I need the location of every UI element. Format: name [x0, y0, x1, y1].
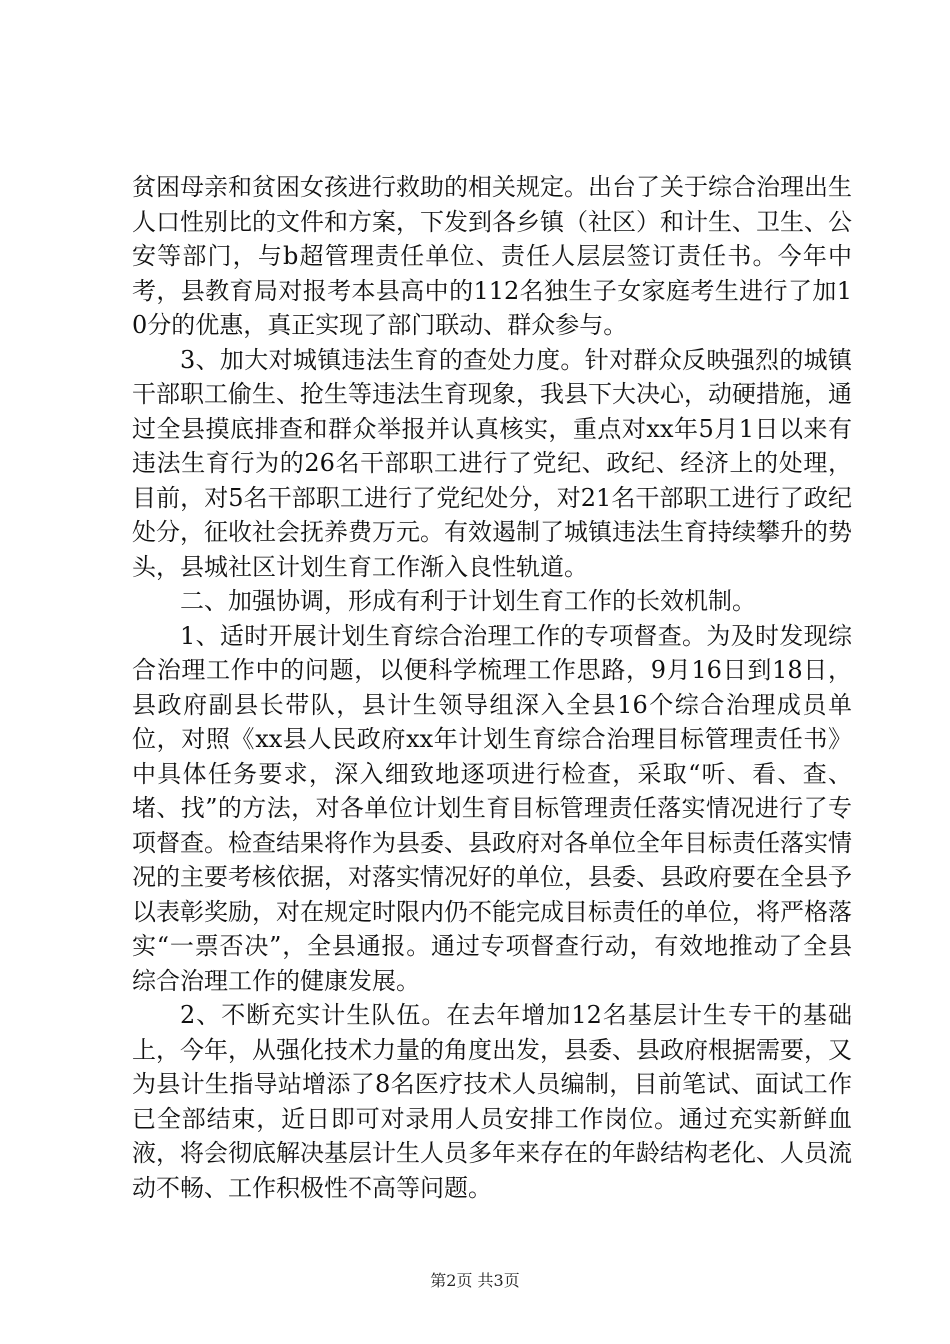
paragraph-2: 3、加大对城镇违法生育的查处力度。针对群众反映强烈的城镇干部职工偷生、抢生等违法生育现象，我县下大决心，动硬措施，通过全县摸底排查和群众举报并认真核实，重点对xx年5月1日以来有违法生育行为的26名干部职工进行了党纪、政纪、经济上的处理，目前，对5名干部职工进行了党纪处分，对21名干部职工进行了政纪处分，征收社会抚养费万元。有效遏制了城镇违法生育持续攀升的势头，县城社区计划生育工作渐入良性轨道。: [132, 345, 852, 581]
paragraph-3: 1、适时开展计划生育综合治理工作的专项督查。为及时发现综合治理工作中的问题，以便科学梳理工作思路，9月16日到18日，县政府副县长带队，县计生领导组深入全县16个综合治理成员单位，对照《xx县人民政府xx年计划生育综合治理目标管理责任书》中具体任务要求，深入细致地逐项进行检查，采取“听、看、查、堵、找”的方法，对各单位计划生育目标管理责任落实情况进行了专项督查。检查结果将作为县委、县政府对各单位全年目标责任落实情况的主要考核依据，对落实情况好的单位，县委、县政府要在全县予以表彰奖励，对在规定时限内仍不能完成目标责任的单位，将严格落实“一票否决”，全县通报。通过专项督查行动，有效地推动了全县综合治理工作的健康发展。: [132, 621, 852, 995]
section-heading: 二、加强协调，形成有利于计划生育工作的长效机制。: [180, 587, 756, 615]
paragraph-1: 贫困母亲和贫困女孩进行救助的相关规定。出台了关于综合治理出生人口性别比的文件和方案，下发到各乡镇（社区）和计生、卫生、公安等部门，与b超管理责任单位、责任人层层签订责任书。今年中考，县教育局对报考本县高中的112名独生子女家庭考生进行了加10分的优惠，真正实现了部门联动、群众参与。: [132, 173, 852, 339]
document-body: [132, 170, 852, 1205]
paragraph-4: 2、不断充实计生队伍。在去年增加12名基层计生专干的基础上，今年，从强化技术力量的角度出发，县委、县政府根据需要，又为县计生指导站增添了8名医疗技术人员编制，目前笔试、面试工作已全部结束，近日即可对录用人员安排工作岗位。通过充实新鲜血液，将会彻底解决基层计生人员多年来存在的年龄结构老化、人员流动不畅、工作积极性不高等问题。: [132, 1001, 852, 1202]
page-number-footer: 第2页 共3页: [430, 1271, 520, 1290]
